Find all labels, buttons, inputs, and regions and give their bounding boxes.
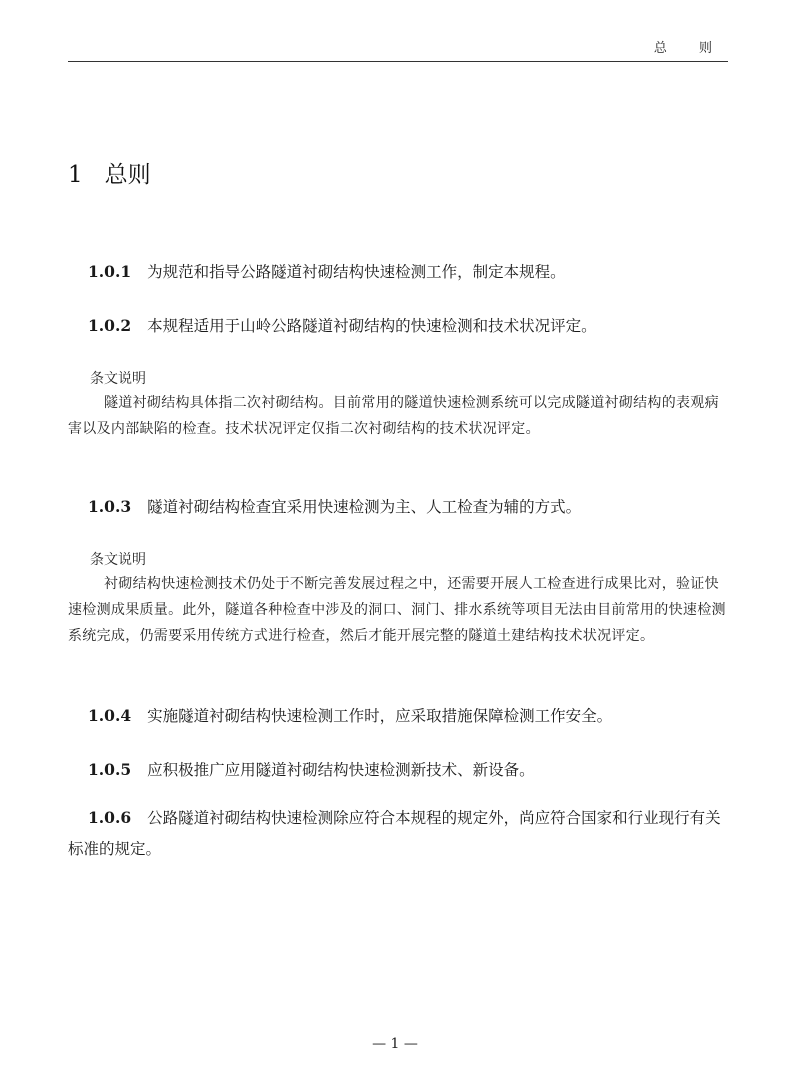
note-title: 条文说明 xyxy=(90,371,146,387)
clause-text: 隧道衬砌结构检查宜采用快速检测为主、人工检查为辅的方式。 xyxy=(147,498,582,516)
note-body: 衬砌结构快速检测技术仍处于不断完善发展过程之中，还需要开展人工检查进行成果比对，验证快速检测成果质量。此外，隧道各种检查中涉及的洞口、洞门、排水系统等项目无法由目前常用的快速检测系统完成，仍需要采用传统方式进行检查，然后才能开展完整的隧道土建结构技术状况评定。 xyxy=(68,576,726,644)
note-title: 条文说明 xyxy=(90,552,146,568)
clause-number: 1.0.1 xyxy=(88,262,132,281)
clause-1-0-4 xyxy=(68,700,730,732)
clause-text: 公路隧道衬砌结构快速检测除应符合本规程的规定外，尚应符合国家和行业现行有关标准的规定。 xyxy=(68,809,721,858)
clause-number: 1.0.2 xyxy=(88,316,132,335)
clause-1-0-3 xyxy=(68,491,730,523)
clause-number: 1.0.4 xyxy=(88,706,132,725)
clause-1-0-1 xyxy=(68,256,730,288)
chapter-title: 总则 xyxy=(104,162,151,188)
chapter-number: 1 xyxy=(68,162,83,188)
clause-1-0-2 xyxy=(68,310,730,342)
page-header xyxy=(68,0,728,62)
clause-text: 应积极推广应用隧道衬砌结构快速检测新技术、新设备。 xyxy=(147,761,535,779)
clause-text: 本规程适用于山岭公路隧道衬砌结构的快速检测和技术状况评定。 xyxy=(147,317,597,335)
note-body: 隧道衬砌结构具体指二次衬砌结构。目前常用的隧道快速检测系统可以完成隧道衬砌结构的表观病害以及内部缺陷的检查。技术状况评定仅指二次衬砌结构的技术状况评定。 xyxy=(68,395,719,437)
clause-1-0-6 xyxy=(68,802,730,865)
clause-1-0-5 xyxy=(68,754,730,786)
clause-number: 1.0.6 xyxy=(88,808,132,827)
header-title: 总 则 xyxy=(653,41,726,56)
page-number: — 1 — xyxy=(372,1036,418,1052)
clause-number: 1.0.3 xyxy=(88,497,132,516)
clause-text: 为规范和指导公路隧道衬砌结构快速检测工作，制定本规程。 xyxy=(147,263,566,281)
clause-text: 实施隧道衬砌结构快速检测工作时，应采取措施保障检测工作安全。 xyxy=(147,707,613,725)
clause-number: 1.0.5 xyxy=(88,760,132,779)
chapter-heading xyxy=(68,156,151,189)
